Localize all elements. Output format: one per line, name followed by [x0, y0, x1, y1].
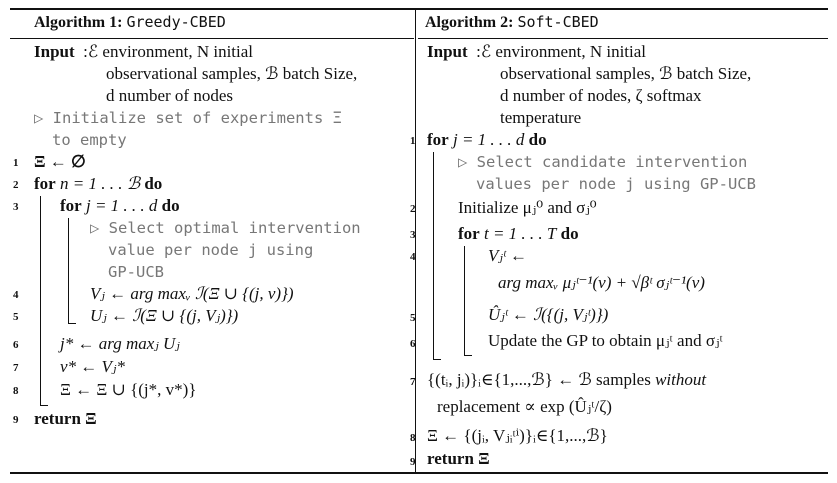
alg1-line2-expr: n = 1 . . . ℬ	[59, 174, 141, 193]
alg1-outer-loop-tick	[40, 405, 48, 406]
alg1-line9-expr: Ξ	[85, 409, 97, 428]
alg1-lnum-4: 4	[13, 289, 19, 301]
alg2-input-line1: :ℰ environment, N initial	[476, 42, 647, 61]
alg2-lnum-8: 8	[410, 432, 416, 444]
alg1-input-kw: Input	[34, 42, 75, 61]
alg2-line1-for: for	[427, 130, 449, 149]
alg2-outer-loop-bar	[433, 152, 434, 360]
alg1-comment2b: value per node j using	[108, 241, 314, 259]
bottom-rule	[10, 472, 828, 474]
alg2-line4a: Vⱼᵗ ←	[488, 246, 527, 265]
alg1-lnum-2: 2	[13, 179, 19, 191]
alg2-title-name: Soft-CBED	[517, 13, 599, 31]
alg2-input	[427, 41, 646, 63]
alg2-lnum-9: 9	[410, 456, 416, 468]
alg2-line5: Ûⱼᵗ ← ℐ({(j, Vⱼᵗ)})	[488, 305, 609, 324]
alg1-lnum-7: 7	[13, 362, 19, 374]
alg1-lnum-9: 9	[13, 414, 19, 426]
alg1-line5: Uⱼ ← ℐ(Ξ ∪ {(j, Vⱼ)})	[90, 306, 239, 325]
alg2-line7b: replacement ∝ exp (Ûⱼᵗ/ζ)	[437, 397, 612, 416]
alg2-lnum-2: 2	[410, 203, 416, 215]
alg1-line2-do: do	[144, 174, 163, 193]
alg2-input-kw: Input	[427, 42, 468, 61]
title-rule-left	[10, 38, 414, 39]
alg2-lnum-7: 7	[410, 376, 416, 388]
alg1-line8: Ξ ← Ξ ∪ {(j*, v*)}	[60, 380, 197, 399]
alg1-title	[34, 13, 226, 32]
alg1-line1: Ξ ← ∅	[34, 152, 86, 171]
alg2-line1-do: do	[528, 130, 547, 149]
alg1-line3-do: do	[161, 196, 180, 215]
alg2-input-line2: observational samples, ℬ batch Size,	[500, 64, 752, 83]
alg1-line4: Vⱼ ← arg maxᵥ ℐ(Ξ ∪ {(j, v)})	[90, 284, 294, 303]
alg1-line9-return: return	[34, 409, 81, 428]
alg1-comment1a: ▷ Initialize set of experiments Ξ	[34, 109, 342, 127]
alg2-line4b: arg maxᵥ μⱼᵗ⁻¹(v) + √βᵗ σⱼᵗ⁻¹(v)	[498, 273, 705, 292]
alg1-comment2c: GP-UCB	[108, 263, 164, 281]
alg1-lnum-5: 5	[13, 311, 19, 323]
title-rule-right	[418, 38, 828, 39]
alg1-line2	[34, 173, 162, 195]
alg2-title-prefix: Algorithm 2:	[425, 14, 514, 31]
alg1-outer-loop-bar	[40, 196, 41, 406]
alg2-line7a-italic: without	[655, 370, 707, 389]
alg1-line2-for: for	[34, 174, 56, 193]
alg1-input-line2: observational samples, ℬ batch Size,	[106, 64, 358, 83]
alg1-line7: v* ← Vⱼ*	[60, 357, 125, 376]
alg2-outer-loop-tick	[433, 359, 441, 360]
alg1-input	[34, 41, 253, 63]
alg2-line3-for: for	[458, 224, 480, 243]
alg2-line7a	[427, 369, 706, 391]
alg2-input-line4: temperature	[500, 108, 582, 127]
alg2-line9-return: return	[427, 449, 474, 468]
alg2-line7a-text: {(tᵢ, jᵢ)}ᵢ∈{1,...,ℬ} ← ℬ samples	[427, 370, 651, 389]
alg1-line3-expr: j = 1 . . . d	[85, 196, 158, 215]
alg2-lnum-5: 5	[410, 312, 416, 324]
alg1-inner-loop-bar	[68, 218, 69, 324]
alg1-input-line3: d number of nodes	[106, 86, 234, 105]
alg2-line9-expr: Ξ	[478, 449, 490, 468]
alg2-line1-expr: j = 1 . . . d	[452, 130, 525, 149]
alg1-line6: j* ← arg maxⱼ Uⱼ	[60, 334, 180, 353]
alg2-line8: Ξ ← {(jᵢ, Vⱼᵢᵗⁱ)}ᵢ∈{1,...,ℬ}	[427, 426, 608, 445]
alg1-title-name: Greedy-CBED	[126, 13, 226, 31]
alg2-inner-loop-bar	[464, 246, 465, 356]
alg2-line1	[427, 129, 547, 151]
alg2-inner-loop-tick	[464, 355, 472, 356]
alg2-line6: Update the GP to obtain μⱼᵗ and σⱼᵗ	[488, 331, 723, 350]
alg2-input-line3: d number of nodes, ζ softmax	[500, 86, 702, 105]
alg1-line9	[34, 408, 97, 430]
alg2-line3	[458, 223, 579, 245]
alg1-line3-for: for	[60, 196, 82, 215]
alg2-line9	[427, 448, 490, 470]
alg2-line2: Initialize μⱼ⁰ and σⱼ⁰	[458, 198, 597, 217]
alg2-lnum-4: 4	[410, 251, 416, 263]
alg1-lnum-1: 1	[13, 157, 19, 169]
alg1-lnum-3: 3	[13, 201, 19, 213]
alg1-comment2a: ▷ Select optimal intervention	[90, 219, 361, 237]
top-rule	[10, 8, 828, 10]
alg1-lnum-6: 6	[13, 339, 19, 351]
alg2-lnum-3: 3	[410, 229, 416, 241]
alg2-line3-expr: t = 1 . . . T	[483, 224, 557, 243]
alg1-input-line1: :ℰ environment, N initial	[83, 42, 254, 61]
alg1-inner-loop-tick	[68, 323, 76, 324]
alg2-comment1b: values per node j using GP-UCB	[476, 175, 756, 193]
alg2-title	[425, 13, 599, 32]
alg2-comment1a: ▷ Select candidate intervention	[458, 153, 748, 171]
alg1-title-prefix: Algorithm 1:	[34, 14, 123, 31]
alg2-lnum-6: 6	[410, 338, 416, 350]
alg2-line3-do: do	[560, 224, 579, 243]
alg1-line3	[60, 195, 180, 217]
alg1-comment1b: to empty	[52, 131, 127, 149]
alg2-lnum-1: 1	[410, 135, 416, 147]
alg1-lnum-8: 8	[13, 385, 19, 397]
